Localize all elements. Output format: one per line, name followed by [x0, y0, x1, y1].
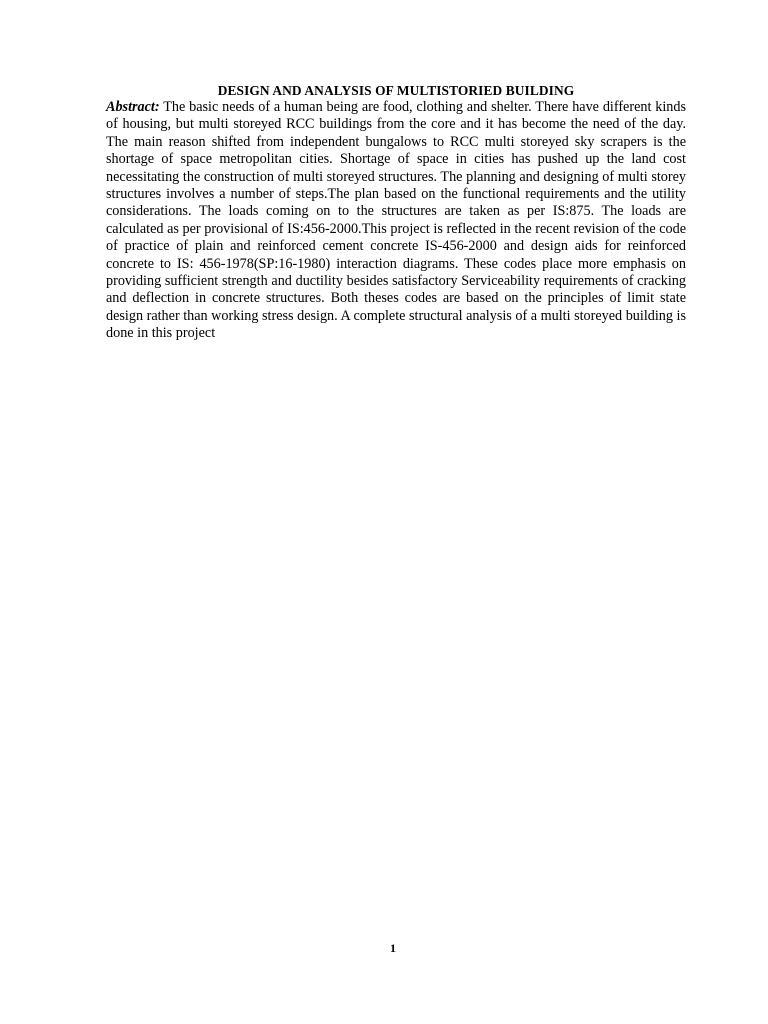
abstract-label: Abstract: — [106, 99, 160, 115]
document-title: DESIGN AND ANALYSIS OF MULTISTORIED BUILDING — [217, 83, 575, 98]
page-number: 1 — [390, 941, 396, 955]
abstract-paragraph — [106, 99, 686, 343]
abstract-text: The basic needs of a human being are food, clothing and shelter. There have different kinds of housing, but multi storeyed RCC buildings from the core and it has become the need of the day. The main reason shifted from independent bungalows to RCC multi storeyed sky scrapers is the shortage of space metropolitan cities. Shortage of space in cities has pushed up the land cost necessitating the construction of multi storeyed structures. The planning and designing of multi storey structures involves a number of steps.The plan based on the functional requirements and the utility considerations. The loads coming on to the structures are taken as per IS:875. The loads are calculated as per provisional of IS:456-2000.This project is reflected in the recent revision of the code of practice of plain and reinforced cement concrete IS-456-2000 and design aids for reinforced concrete to IS: 456-1978(SP:16-1980) interaction diagrams. These codes place more emphasis on providing sufficient strength and ductility besides satisfactory Serviceability requirements of cracking and deflection in concrete structures. Both theses codes are based on the principles of limit state design rather than working stress design. A complete structural analysis of a multi storeyed building is done in this project — [106, 99, 687, 342]
